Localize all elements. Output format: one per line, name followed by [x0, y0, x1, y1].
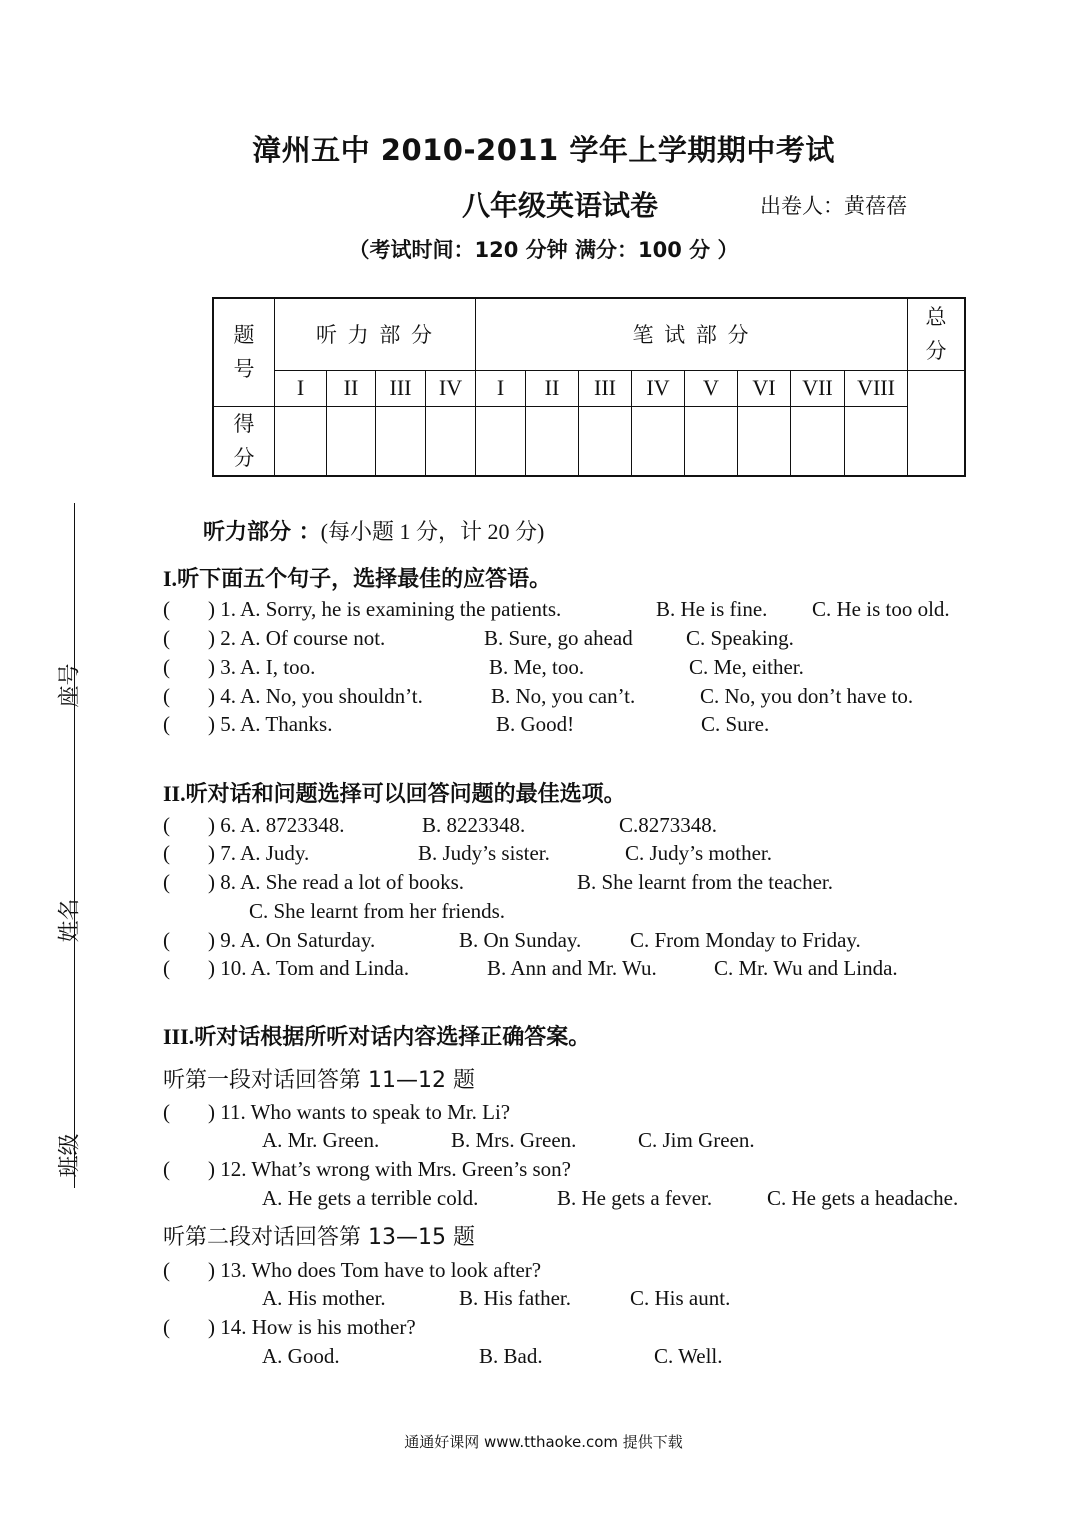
score-cell[interactable]	[376, 406, 426, 476]
side-label-name: 姓名	[57, 898, 83, 943]
col-written-3: III	[579, 370, 632, 406]
exam-title: 漳州五中 2010-2011 学年上学期期中考试	[252, 133, 835, 167]
section-3-heading: III.听对话根据所听对话内容选择正确答案。	[163, 1024, 591, 1050]
cell-written-part: 笔 试 部 分	[476, 298, 908, 370]
col-written-6: VI	[738, 370, 791, 406]
col-listening-4: IV	[426, 370, 476, 406]
section-1-heading: I.听下面五个句子，选择最佳的应答语。	[163, 566, 552, 592]
score-cell[interactable]	[579, 406, 632, 476]
cell-tihao: 题号	[213, 298, 275, 406]
score-cell[interactable]	[327, 406, 376, 476]
exam-subtitle: 八年级英语试卷	[462, 189, 659, 222]
col-written-5: V	[685, 370, 738, 406]
question-8-option-c: C. She learnt from her friends.	[249, 899, 506, 923]
score-cell[interactable]	[685, 406, 738, 476]
col-listening-1: I	[275, 370, 327, 406]
score-cell[interactable]	[275, 406, 327, 476]
score-cell[interactable]	[845, 406, 908, 476]
col-written-8: VIII	[845, 370, 908, 406]
score-cell[interactable]	[426, 406, 476, 476]
sub-heading-2: 听第二段对话回答第 13—15 题	[163, 1225, 475, 1250]
cell-defen: 得分	[213, 406, 275, 476]
score-cell[interactable]	[476, 406, 526, 476]
side-label-seat: 座号	[57, 663, 83, 708]
sub-heading-1: 听第一段对话回答第 11—12 题	[163, 1068, 475, 1093]
cell-total-score[interactable]	[908, 370, 966, 476]
col-listening-2: II	[327, 370, 376, 406]
cell-total: 总分	[908, 298, 966, 370]
col-written-4: IV	[632, 370, 685, 406]
page-footer: 通通好课网 www.tthaoke.com 提供下载	[404, 1433, 683, 1451]
score-cell[interactable]	[632, 406, 685, 476]
score-cell[interactable]	[791, 406, 845, 476]
side-label-class: 班级	[57, 1133, 83, 1178]
score-cell[interactable]	[738, 406, 791, 476]
exam-author: 出卷人：黄蓓蓓	[760, 194, 907, 218]
col-written-1: I	[476, 370, 526, 406]
exam-time-info: （考试时间：120 分钟 满分：100 分 ）	[348, 238, 739, 262]
listening-header: 听力部分 ：(每小题 1 分，计 20 分)	[203, 519, 545, 545]
binding-line	[74, 503, 75, 1188]
col-listening-3: III	[376, 370, 426, 406]
cell-listening-part: 听 力 部 分	[275, 298, 476, 370]
col-written-7: VII	[791, 370, 845, 406]
section-2-heading: II.听对话和问题选择可以回答问题的最佳选项。	[163, 781, 626, 807]
score-table	[212, 297, 966, 477]
score-cell[interactable]	[526, 406, 579, 476]
col-written-2: II	[526, 370, 579, 406]
